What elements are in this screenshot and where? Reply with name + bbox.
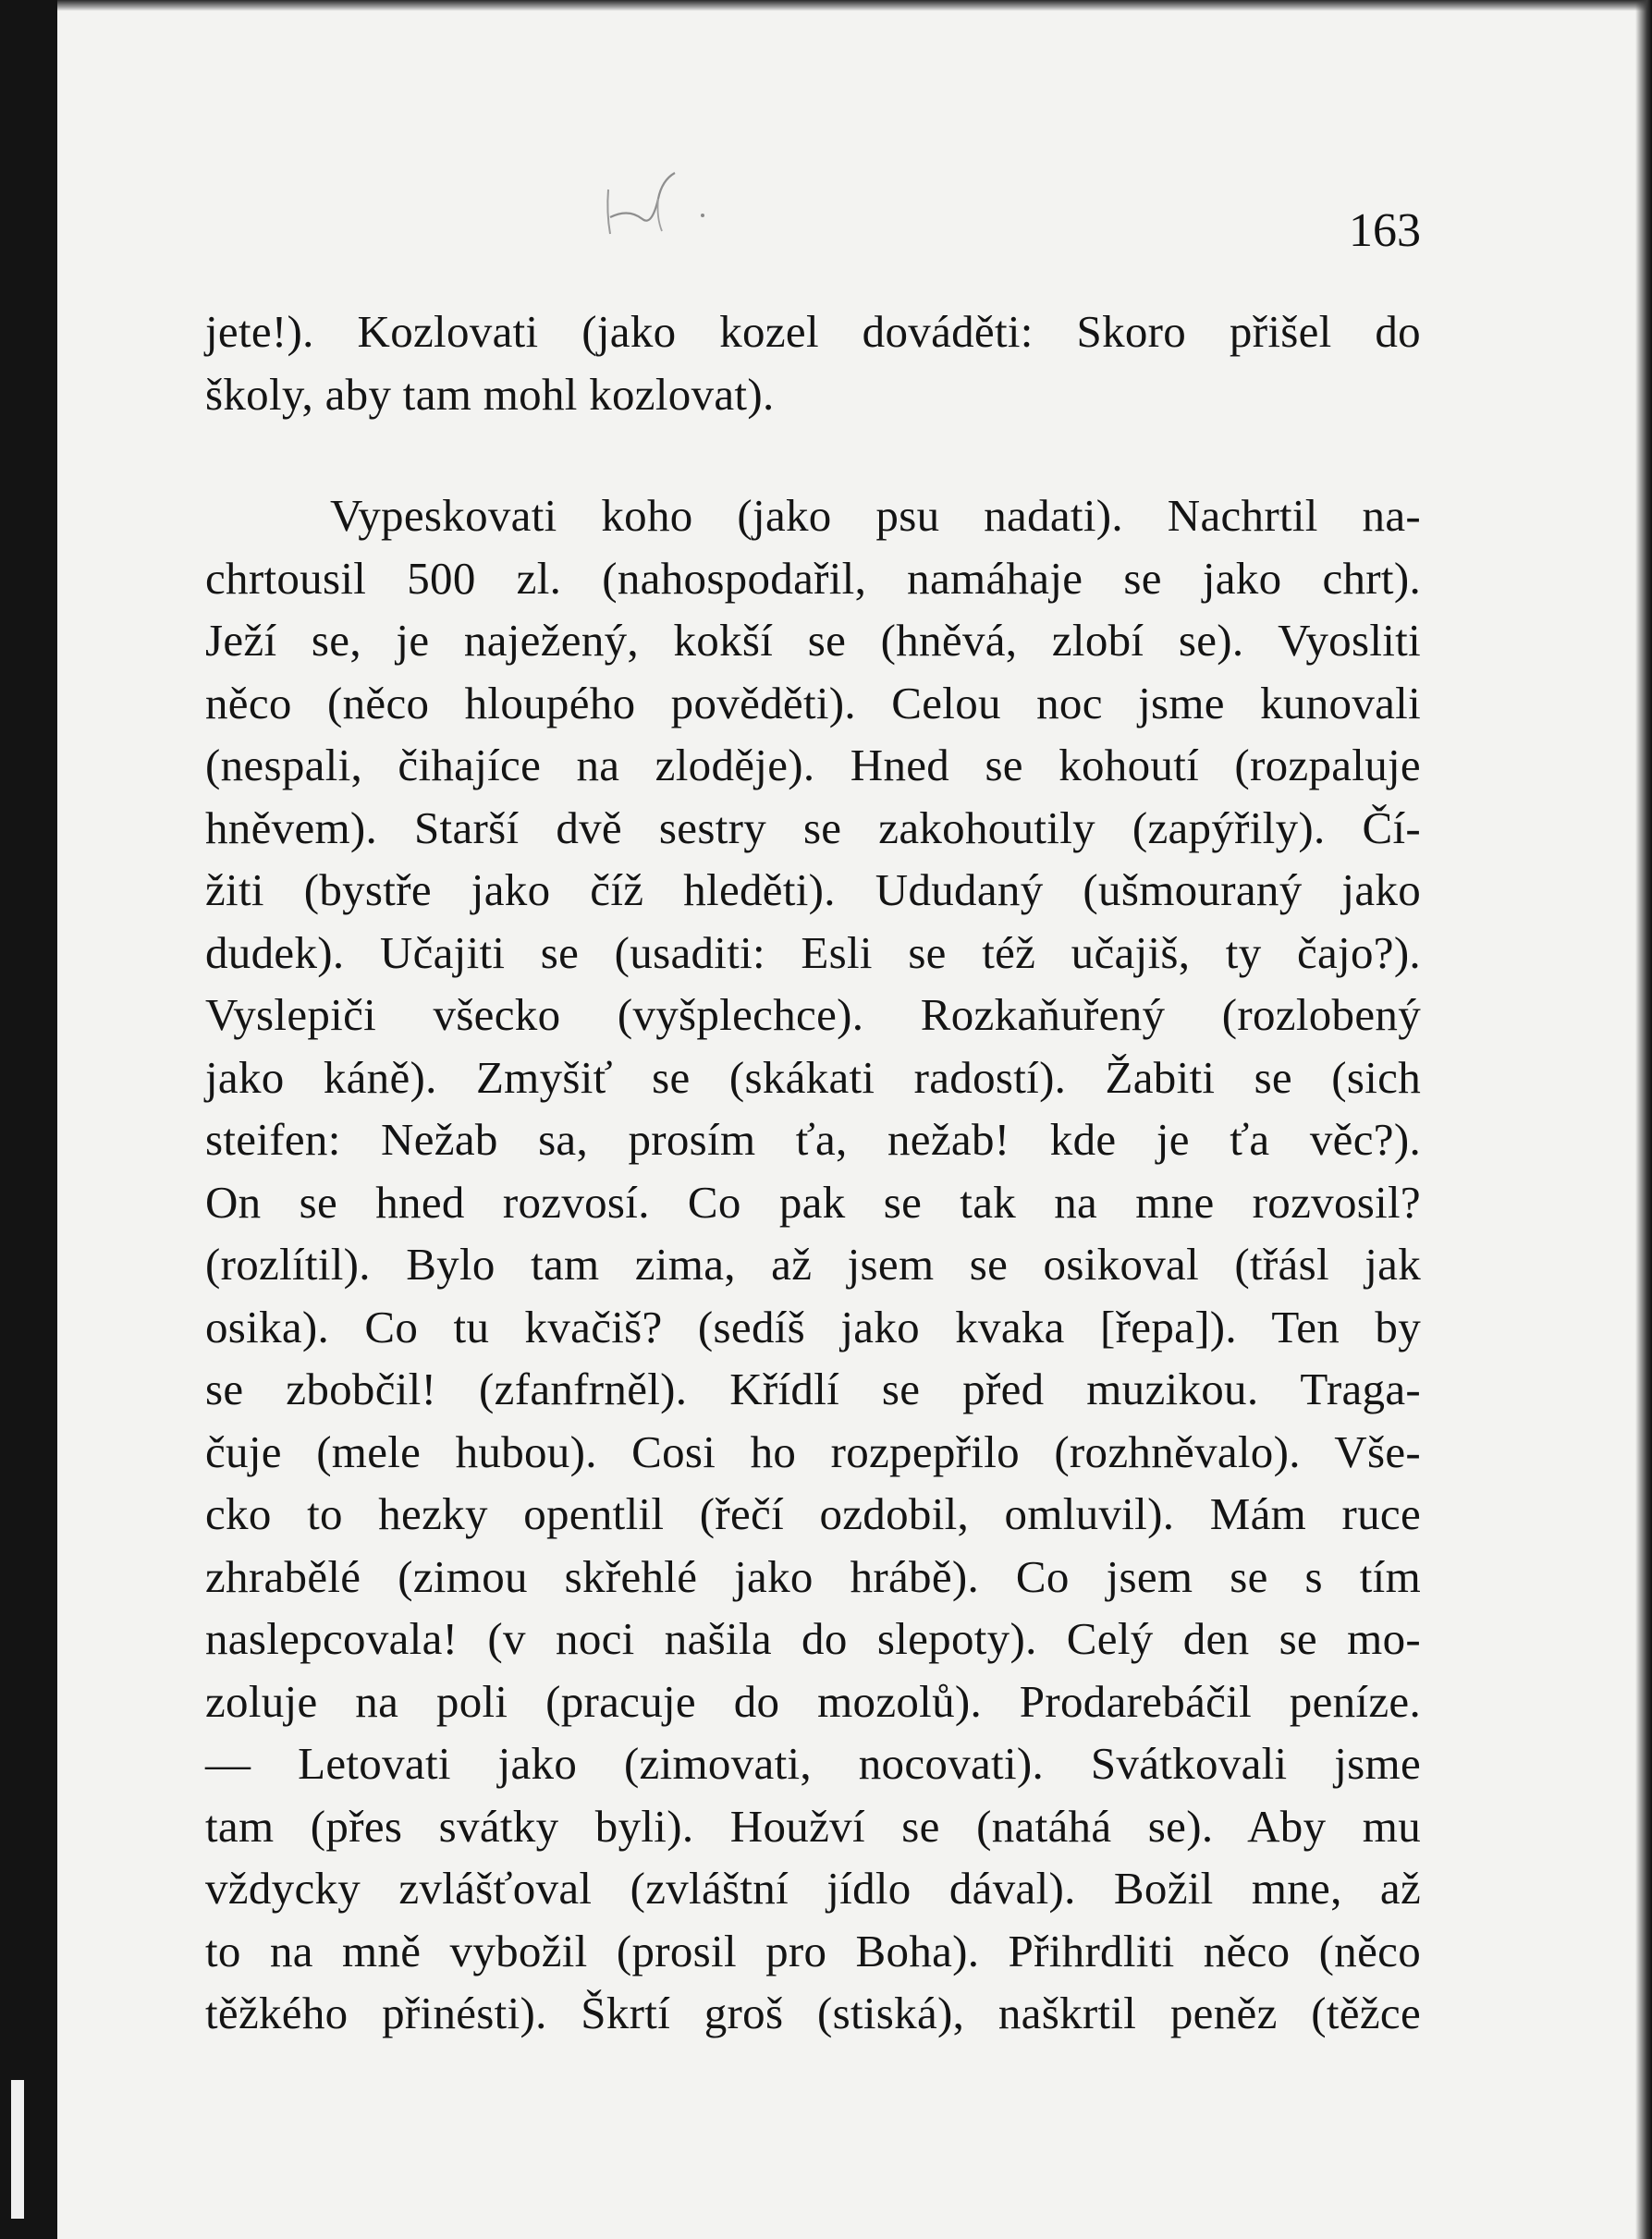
text-line: hněvem). Starší dvě sestry se zakohoutily (zapýřily). Čí- [205, 801, 1421, 853]
text-line: naslepcovala! (v noci našila do slepoty). Celý den se mo- [205, 1613, 1421, 1664]
text-line: (rozlítil). Bylo tam zima, až jsem se osikoval (třásl jak [205, 1239, 1421, 1290]
text-line: těžkého přinésti). Škrtí groš (stiská), naškrtil peněz (těžce [205, 1988, 1421, 2038]
text-line: tam (přes svátky byli). Houžví se (natáhá se). Aby mu [205, 1800, 1421, 1852]
text-line: zoluje na poli (pracuje do mozolů). Prodarebáčil peníze. [205, 1675, 1421, 1727]
text-line: (nespali, čihajíce na zloděje). Hned se kohoutí (rozpaluje [205, 740, 1421, 790]
pencil-mark-icon [601, 162, 712, 245]
text-line: jako káně). Zmyšiť se (skákati radostí). Žabiti se (sich [205, 1051, 1421, 1103]
text-line: vždycky zvlášťoval (zvláštní jídlo dával). Božil mne, až [205, 1863, 1421, 1914]
text-line: jete!). Kozlovati (jako kozel dováděti: Skoro přišel do [205, 306, 1421, 357]
text-line [205, 2045, 1421, 2108]
text-line: školy, aby tam mohl kozlovat). [205, 368, 775, 420]
text-line: něco (něco hloupého pověděti). Celou noc jsme kunovali [205, 677, 1421, 728]
scan-top-edge [0, 0, 1652, 11]
text-line: On se hned rozvosí. Co pak se tak na mne rozvosil? [205, 1176, 1421, 1228]
scan-left-border [0, 0, 57, 2239]
text-line: steifen: Nežab sa, prosím ťa, nežab! kde je ťa věc?). [205, 1114, 1421, 1165]
text-line: — Letovati jako (zimovati, nocovati). Svátkovali jsme [205, 1738, 1421, 1789]
text-line: cko to hezky opentlil (řečí ozdobil, omluvil). Mám ruce [205, 1488, 1421, 1539]
page-number: 163 [1349, 204, 1421, 257]
text-line: Vyslepiči všecko (vyšplechce). Rozkaňuřený (rozlobený [205, 989, 1421, 1040]
scan-right-edge [1635, 0, 1652, 2239]
text-line: osika). Co tu kvačiš? (sedíš jako kvaka [řepa]). Ten by [205, 1301, 1421, 1352]
text-line: to na mně vybožil (prosil pro Boha). Přihrdliti něco (něco [205, 1925, 1421, 1976]
body-text [205, 300, 1421, 2107]
paragraph-gap [205, 425, 1421, 484]
text-line: Ježí se, je naježený, kokší se (hněvá, zlobí se). Vyosliti [205, 615, 1421, 666]
text-line-indented: Vypeskovati koho (jako psu nadati). Nachrtil na- [330, 490, 1421, 541]
text-line: dudek). Učajiti se (usaditi: Esli se též učajiš, ty čajo?). [205, 926, 1421, 978]
scan-border-notch [11, 2080, 24, 2219]
text-line: chrtousil 500 zl. (nahospodařil, namáhaje se jako chrt). [205, 552, 1421, 604]
text-line: žiti (bystře jako číž hleděti). Ududaný (ušmouraný jako [205, 864, 1421, 915]
text-line: se zbobčil! (zfanfrněl). Křídlí se před muzikou. Traga- [205, 1364, 1421, 1414]
text-line: čuje (mele hubou). Cosi ho rozpepřilo (rozhněvalo). Vše- [205, 1425, 1421, 1477]
text-line: zhrabělé (zimou skřehlé jako hrábě). Co jsem se s tím [205, 1550, 1421, 1602]
